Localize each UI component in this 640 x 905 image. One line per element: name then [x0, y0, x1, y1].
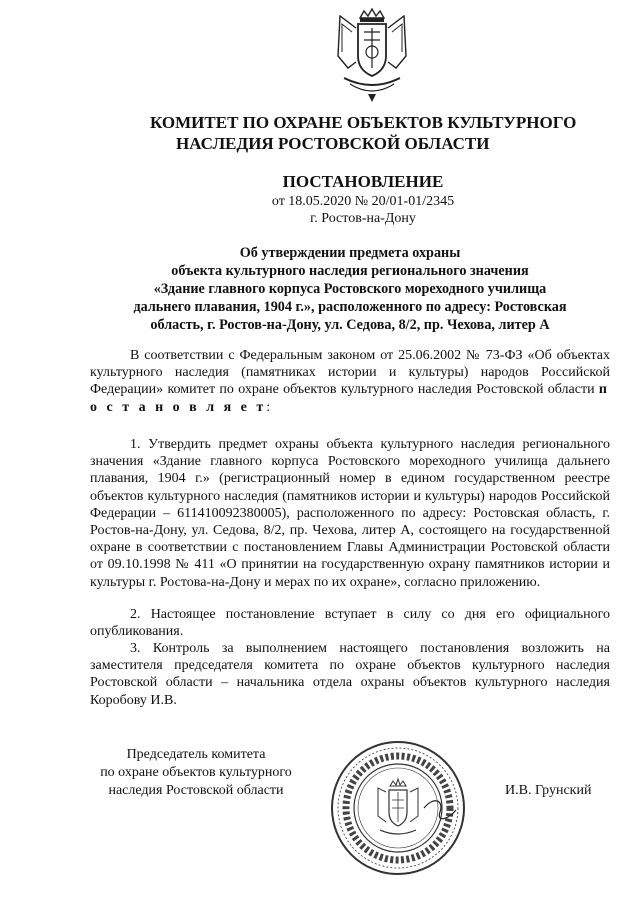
subject-line: Об утверждении предмета охраны	[239, 245, 461, 261]
official-seal-icon	[328, 738, 468, 878]
position-line: наследия Ростовской области	[108, 783, 284, 798]
signatory-name: И.В. Грунский	[505, 783, 592, 798]
clause-text: 2. Настоящее постановление вступает в силу со дня его официального опубликования.	[90, 607, 610, 640]
decree-city: г. Ростов-на-Дону	[310, 211, 416, 226]
position-line: по охране объектов культурного	[100, 765, 292, 780]
clause-3	[90, 640, 610, 709]
committee-name-line1: КОМИТЕТ ПО ОХРАНЕ ОБЪЕКТОВ КУЛЬТУРНОГО	[150, 113, 577, 132]
committee-name-line2: НАСЛЕДИЯ РОСТОВСКОЙ ОБЛАСТИ	[176, 134, 490, 153]
committee-name	[150, 112, 600, 154]
decree-title: ПОСТАНОВЛЕНИЕ	[282, 172, 444, 191]
coat-of-arms-icon	[330, 8, 414, 104]
clause-1	[90, 436, 610, 591]
decree-subject	[110, 244, 590, 334]
subject-line: область, г. Ростов-на-Дону, ул. Седова, 8/2, пр. Чехова, литер А	[150, 317, 550, 333]
preamble-paragraph	[90, 347, 610, 416]
signatory-position	[86, 746, 306, 800]
subject-line: дальнего плавания, 1904 г.», расположенного по адресу: Ростовская	[133, 299, 567, 315]
position-line: Председатель комитета	[126, 747, 266, 762]
clause-2	[90, 606, 610, 640]
preamble-text: В соответствии с Федеральным законом от 25.06.2002 № 73-ФЗ «Об объектах культурного наследия (памятниках истории и культуры) народов Российской Федерации» комитет по охране объектов культурного наследия Ростовской области	[90, 348, 610, 398]
decision-word: п о с т а н о в л я е т	[90, 382, 610, 415]
subject-line: «Здание главного корпуса Ростовского мореходного училища	[153, 281, 547, 297]
decree-meta	[0, 193, 640, 227]
decree-date-number: от 18.05.2020 № 20/01-01/2345	[271, 194, 455, 209]
subject-line: объекта культурного наследия регионального значения	[171, 263, 529, 279]
preamble-end: :	[266, 399, 271, 415]
clause-text: 1. Утвердить предмет охраны объекта культурного наследия регионального значения «Здание главного корпуса Ростовского мореходного училища дальнего плавания, 1904 г.» (регистрационный номер в едином государственном реестре объектов культурного наследия (памятников истории и культуры) народов Российской Федерации – 611410092380005), расположенного по адресу: Ростовская область, г. Ростов-на-Дону, ул. Седова, 8/2, пр. Чехова, литер А, состоящего на государственной охране в соответствии с постановлением Главы Администрации Ростовской области от 09.10.1998 № 411 «О принятии на государственную охрану памятников истории и культуры г. Ростова-на-Дону и мерах по их охране», согласно приложению.	[90, 437, 610, 590]
clause-text: 3. Контроль за выполнением настоящего постановления возложить на заместителя председателя комитета по охране объектов культурного наследия Ростовской области – начальника отдела охраны объектов культурного наследия Коробову И.В.	[90, 641, 610, 708]
